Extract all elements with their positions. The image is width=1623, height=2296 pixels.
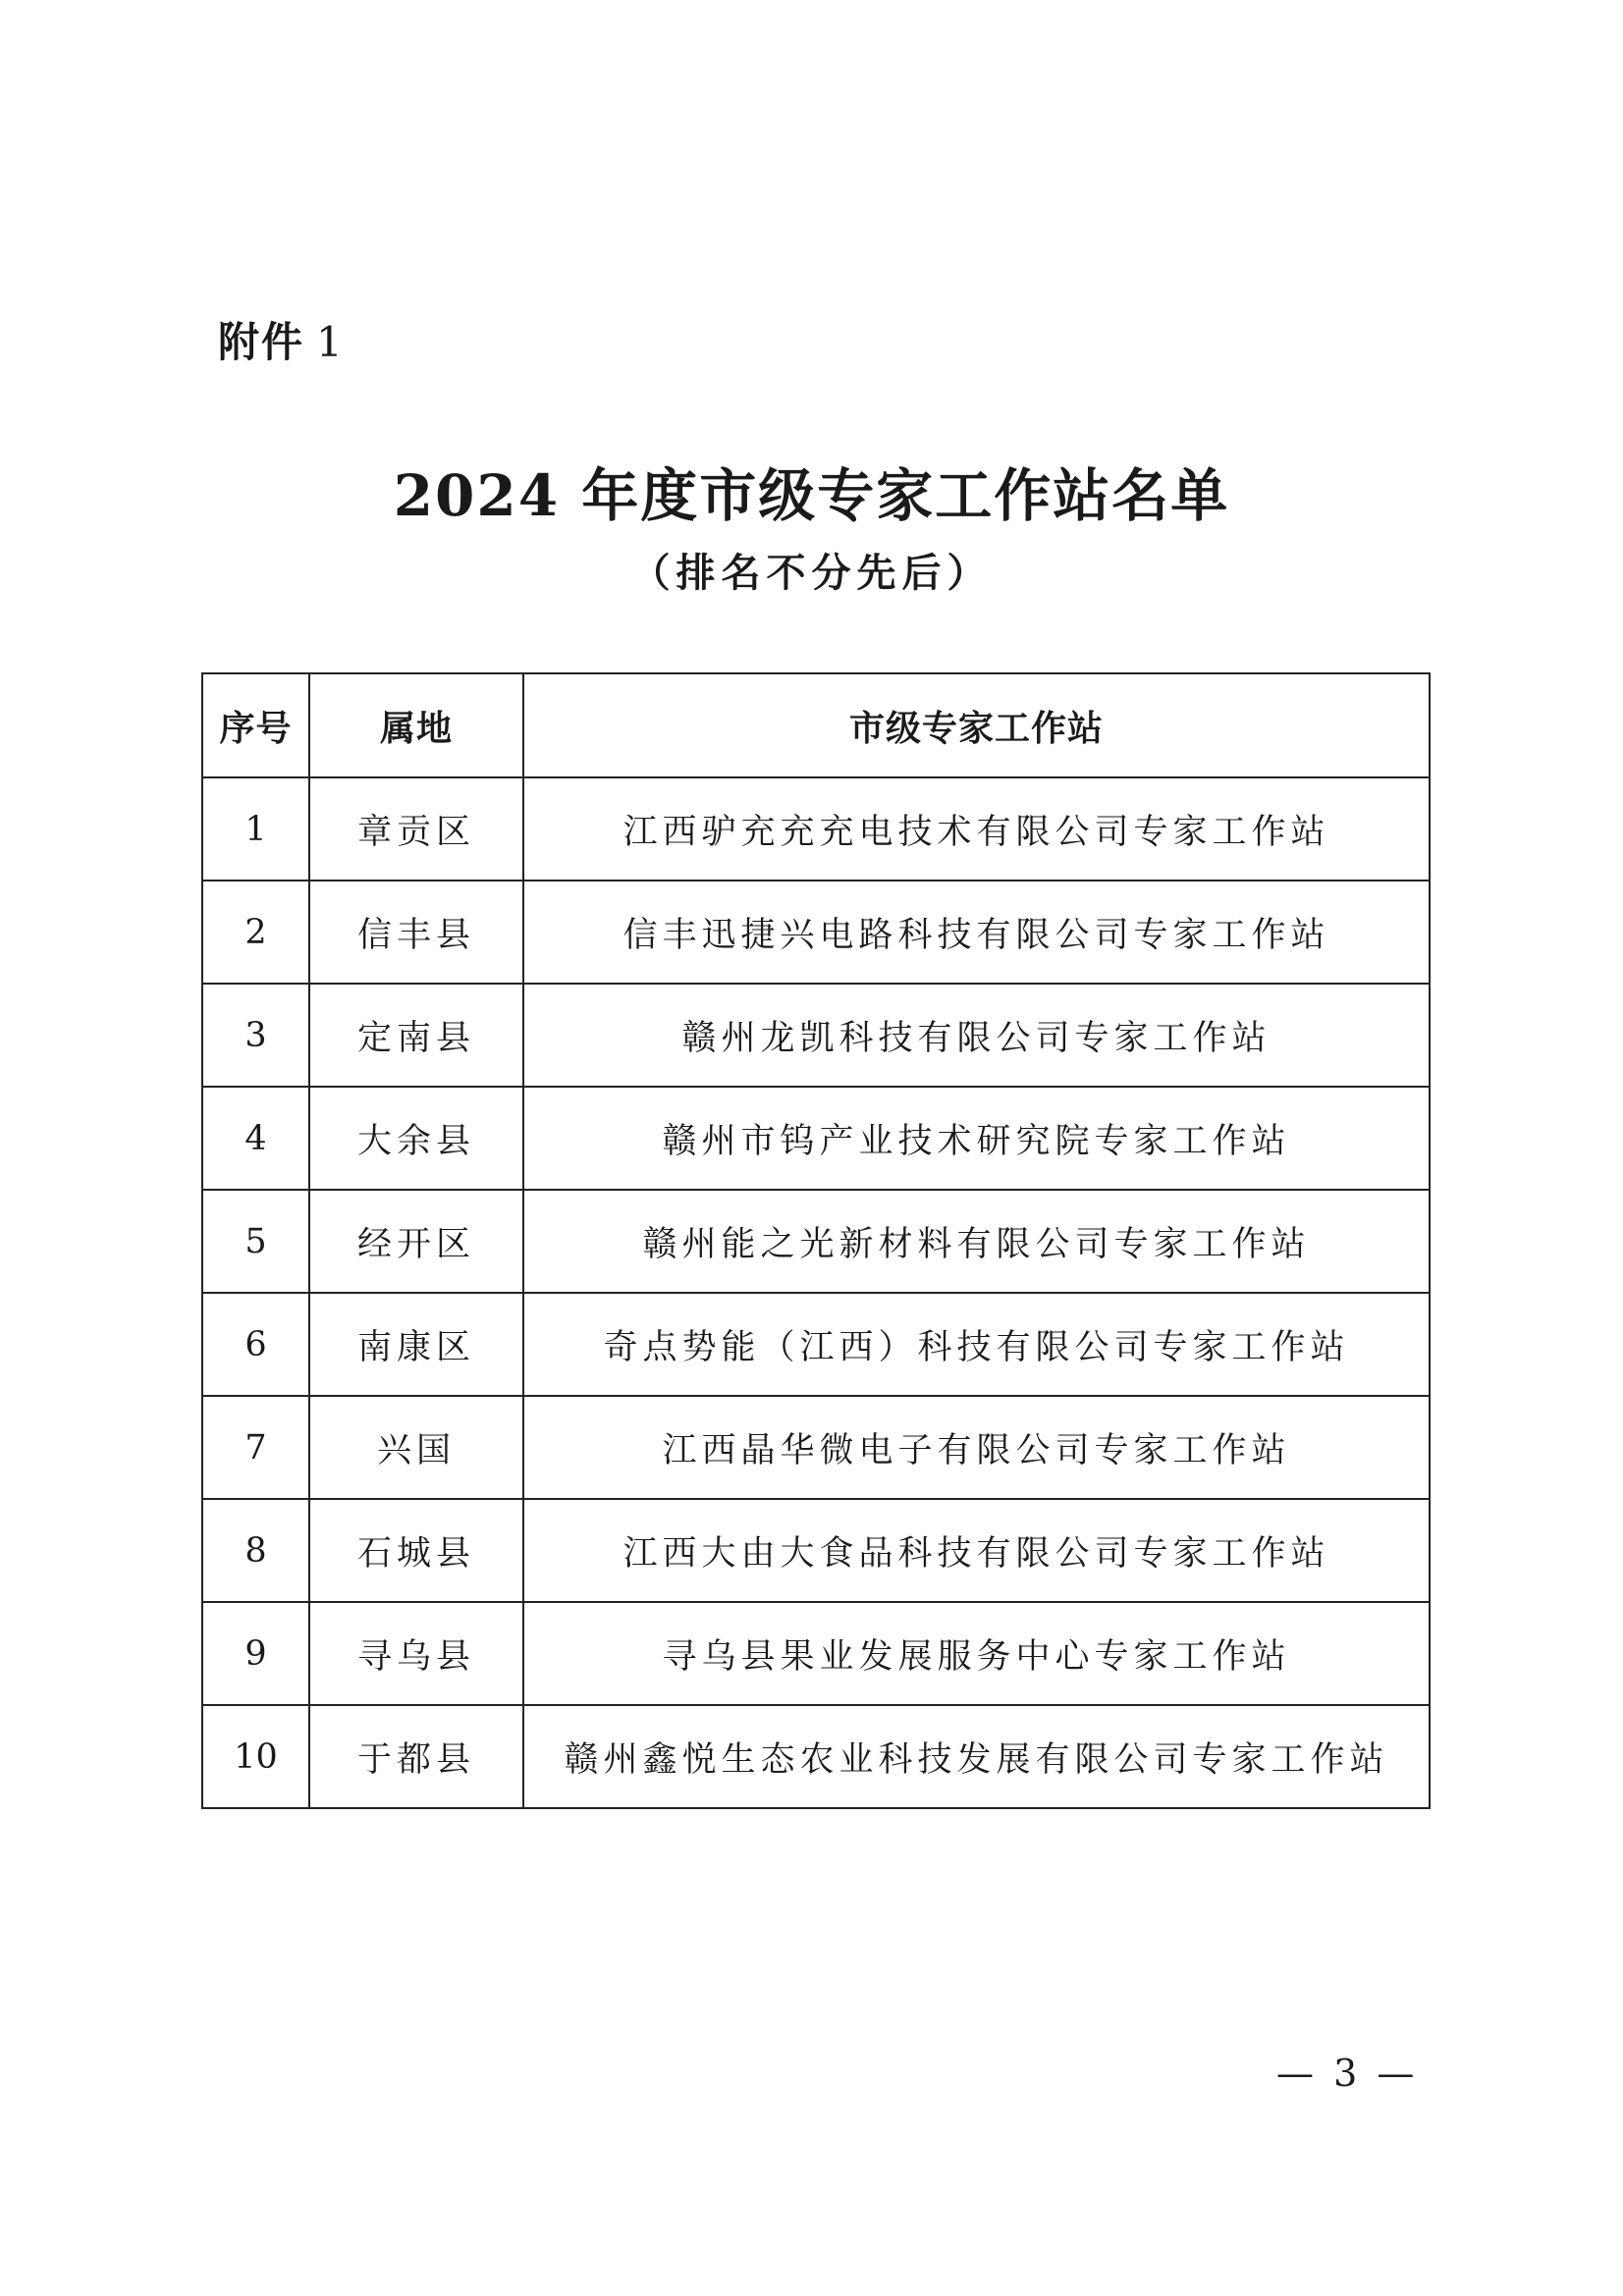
document-subtitle: （排名不分先后） — [630, 551, 993, 596]
table-row — [202, 1499, 1430, 1602]
attachment-number: 1 — [316, 318, 345, 366]
table-row — [202, 1087, 1430, 1190]
row-seq: 1 — [202, 777, 309, 881]
table-row — [202, 984, 1430, 1087]
document-title: 2024 年度市级专家工作站名单 — [393, 462, 1230, 529]
row-region: 信丰县 — [309, 881, 523, 984]
header-seq: 序号 — [202, 673, 309, 777]
table-row — [202, 777, 1430, 881]
row-station: 江西大由大食品科技有限公司专家工作站 — [523, 1499, 1430, 1602]
row-station: 江西驴充充充电技术有限公司专家工作站 — [523, 777, 1430, 881]
row-region: 大余县 — [309, 1087, 523, 1190]
expert-station-table — [201, 672, 1431, 1809]
table-header-row — [202, 673, 1430, 777]
row-region: 于都县 — [309, 1705, 523, 1808]
row-region: 南康区 — [309, 1293, 523, 1396]
row-station: 奇点势能（江西）科技有限公司专家工作站 — [523, 1293, 1430, 1396]
header-region: 属地 — [309, 673, 523, 777]
row-station: 赣州能之光新材料有限公司专家工作站 — [523, 1190, 1430, 1293]
row-region: 石城县 — [309, 1499, 523, 1602]
table-row — [202, 881, 1430, 984]
table-row — [202, 1293, 1430, 1396]
row-seq: 8 — [202, 1499, 309, 1602]
row-seq: 3 — [202, 984, 309, 1087]
attachment-label-text: 附件 — [218, 318, 305, 366]
row-seq: 5 — [202, 1190, 309, 1293]
row-station: 寻乌县果业发展服务中心专家工作站 — [523, 1602, 1430, 1705]
table-row — [202, 1705, 1430, 1808]
table-row — [202, 1396, 1430, 1499]
row-seq: 2 — [202, 881, 309, 984]
row-region: 兴国 — [309, 1396, 523, 1499]
page-number: — 3 — — [1276, 2052, 1419, 2095]
row-region: 寻乌县 — [309, 1602, 523, 1705]
header-station: 市级专家工作站 — [523, 673, 1430, 777]
row-station: 江西晶华微电子有限公司专家工作站 — [523, 1396, 1430, 1499]
row-region: 章贡区 — [309, 777, 523, 881]
row-station: 赣州市钨产业技术研究院专家工作站 — [523, 1087, 1430, 1190]
table-row — [202, 1602, 1430, 1705]
row-seq: 7 — [202, 1396, 309, 1499]
row-region: 定南县 — [309, 984, 523, 1087]
row-seq: 6 — [202, 1293, 309, 1396]
row-station: 赣州鑫悦生态农业科技发展有限公司专家工作站 — [523, 1705, 1430, 1808]
table-row — [202, 1190, 1430, 1293]
row-seq: 4 — [202, 1087, 309, 1190]
attachment-label — [218, 310, 345, 369]
row-station: 信丰迅捷兴电路科技有限公司专家工作站 — [523, 881, 1430, 984]
row-seq: 10 — [202, 1705, 309, 1808]
row-seq: 9 — [202, 1602, 309, 1705]
row-region: 经开区 — [309, 1190, 523, 1293]
row-station: 赣州龙凯科技有限公司专家工作站 — [523, 984, 1430, 1087]
